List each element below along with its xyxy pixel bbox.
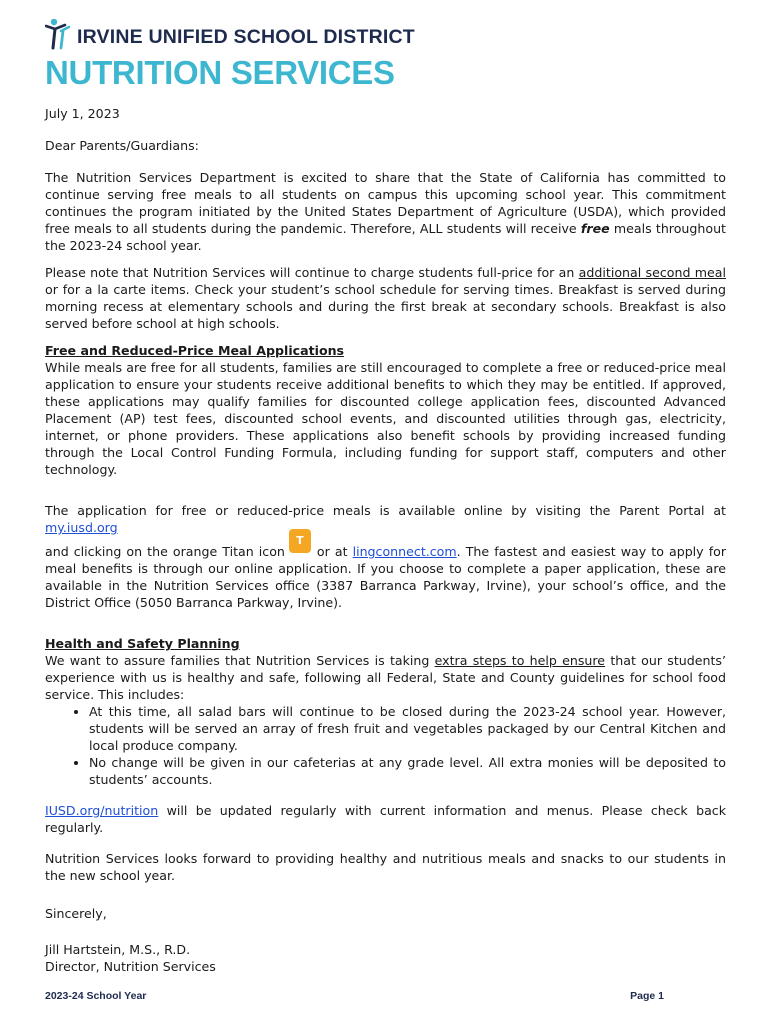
paragraph-full-price — [45, 264, 726, 332]
p4-text: The application for free or reduced-price meals is available online by visiting the Parent Portal at — [45, 503, 726, 518]
closing: Sincerely, — [45, 906, 107, 921]
footer-school-year: 2023-24 School Year — [45, 990, 147, 1002]
heading-health-safety: Health and Safety Planning — [45, 636, 240, 651]
letter-body — [45, 105, 726, 975]
p2-text: Please note that Nutrition Services will continue to charge students full-price for an — [45, 265, 579, 280]
p5-end: that our students’ experience with us is healthy and safe, following all Federal, State and County guidelines for school food service. This includes: — [45, 653, 726, 702]
footer-page-number: Page 1 — [630, 990, 664, 1002]
health-safety-list — [45, 703, 726, 788]
list-item: • At this time, all salad bars will continue to be closed during the 2023-24 school year. However, students will be served an array of fresh fruit and vegetables packaged by our Central Kitchen and local produce company. — [89, 703, 726, 754]
p2-end: or for a la carte items. Check your student’s school schedule for serving times. Breakfast is served during morning recess at elementary schools and during the first break at secondary schools. Breakfast is also served before school at high schools. — [45, 282, 726, 331]
p2-underline: additional second meal — [578, 265, 726, 280]
salutation: Dear Parents/Guardians: — [45, 138, 199, 153]
signer-name: Jill Hartstein, M.S., R.D. — [45, 942, 191, 957]
p6-end: will be updated regularly with current information and menus. Please check back regularly. — [45, 803, 726, 835]
letter-date: July 1, 2023 — [45, 106, 120, 121]
signer-title: Director, Nutrition Services — [45, 959, 216, 974]
p5-underline: extra steps to help ensure — [434, 653, 606, 668]
p1-text: The Nutrition Services Department is excited to share that the State of California has committed to continue serving free meals to all students on campus this upcoming school year. This commitment continues the program initiated by the United States Department of Agriculture (USDA), which provided free meals to all students during the pandemic. Therefore, ALL students will receive — [45, 170, 726, 236]
paragraph-apply-online — [45, 502, 726, 611]
department-title: NUTRITION SERVICES — [45, 54, 395, 91]
list-item: • No change will be given in our cafeterias at any grade level. All extra monies will be deposited to students’ accounts. — [89, 754, 726, 788]
p4-mid1: and clicking on the orange Titan icon — [45, 544, 285, 559]
p5-text: We want to assure families that Nutrition Services is taking — [45, 653, 435, 668]
iusd-logo-icon — [45, 17, 73, 51]
iusd-nutrition-link[interactable]: IUSD.org/nutrition — [45, 803, 159, 818]
paragraph-website — [45, 802, 726, 836]
p1-end: meals throughout the 2023-24 school year. — [45, 221, 726, 253]
p4-end: . The fastest and easiest way to apply for meal benefits is through our online application. If you choose to complete a paper application, these are available in the Nutrition Services office (3387 Barranca Parkway, Irvine), your school’s office, and the District Office (5050 Barranca Parkway, Irvine). — [45, 544, 727, 610]
p4-mid2: or at — [316, 544, 353, 559]
district-row — [45, 16, 415, 52]
paragraph-looking-forward: Nutrition Services looks forward to providing healthy and nutritious meals and snacks to our students in the new school year. — [45, 851, 726, 883]
paragraph-applications: While meals are free for all students, families are still encouraged to complete a free or reduced-price meal application to ensure your students receive additional benefits to which they may be entitled. If approved, these applications may qualify families for discounted college application fees, discounted Advanced Placement (AP) test fees, discounted school events, and discounted utilities through gas, electricity, internet, or phone providers. These applications also benefit schools by providing increased funding through the Local Control Funding Formula, including funding for support staff, computers and other technology. — [45, 360, 726, 477]
paragraph-health-safety — [45, 652, 726, 703]
p1-bold: free — [580, 221, 610, 236]
letterhead — [45, 16, 415, 92]
titan-icon[interactable]: T — [289, 529, 311, 553]
lingconnect-link[interactable]: lingconnect.com — [352, 544, 457, 559]
paragraph-free-meals — [45, 169, 726, 254]
district-name: IRVINE UNIFIED SCHOOL DISTRICT — [77, 25, 415, 48]
my-iusd-link[interactable]: my.iusd.org — [45, 520, 118, 535]
heading-applications: Free and Reduced-Price Meal Applications — [45, 343, 345, 358]
